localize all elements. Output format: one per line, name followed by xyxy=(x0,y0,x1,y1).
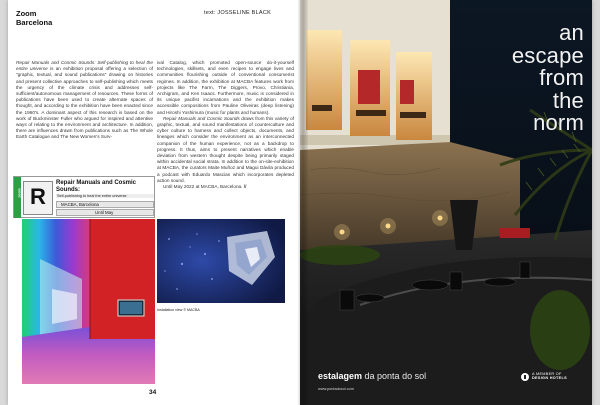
column1-paragraph xyxy=(16,60,153,141)
design-hotels-badge xyxy=(532,372,567,381)
right-page-ad xyxy=(300,0,592,405)
section-title-line2: Barcelona xyxy=(16,18,53,27)
installation-photo xyxy=(157,219,285,303)
card-letter-tile: R xyxy=(23,181,53,215)
headline-line: norm xyxy=(533,110,584,135)
card-venue: MACBA, Barcelona xyxy=(56,201,154,208)
article-column-1 xyxy=(16,60,153,141)
partner-line2: DESIGN HOTELS xyxy=(532,376,567,381)
section-title xyxy=(16,9,52,27)
end-mark: // xyxy=(243,184,247,190)
card-date: Until May xyxy=(56,209,154,216)
design-hotels-logo-icon xyxy=(521,373,529,381)
card-subtitle: Self-publishing to heal the entire universe xyxy=(56,194,154,198)
hotel-brand xyxy=(318,371,426,381)
left-page xyxy=(8,0,300,405)
section-title-line1: Zoom xyxy=(16,9,37,18)
installation-illustration xyxy=(157,219,285,303)
closing-text: Until May 2022 at MACBA, Barcelona. xyxy=(163,184,243,190)
strip-label: zoom xyxy=(17,188,22,198)
gallery-illustration xyxy=(22,219,155,384)
gallery-photo xyxy=(22,219,155,384)
exhibition-title-em-2: Repair Manuals and Cosmic Sounds xyxy=(163,115,240,121)
installation-caption: Installation view © MACBA xyxy=(157,308,200,312)
closing-line xyxy=(157,184,294,190)
column2-paragraph1: ival Catalog, which promoted open-source do-it-yourself technologies, skillsets, and even recipes to engage lives and communities flourishing outside of conventional consumerist regimes. In addition, the exhibition at MACBA features work from projects like The Farm, The Diggers, Provo, Christiania, Archigram, and Ken Isaacs. Furthermore, music is considered in its unique pacifist incarnations and the exhibition makes accessible compositions from Pauline Oliveiras (deep listening) and Hiroshi Yoshimura (music for plants and humans). xyxy=(157,60,294,115)
page-gutter xyxy=(298,0,308,405)
column2-text: draws from this variety of graphic, textual, and sound manifestations of counterculture and cyber culture to harness and collect objects, documents, and lineages which consider the environment as an interconnected companion of the human experience, not as a backdrop to progress. It thus, aims to present narratives which enable deviation from western thought despite being primarily staged within accidental social strata. In addition to the on-site-exhibition at MACBA, the curators Maite Muñoz and Magui Dávila produced a podcast with Eduardo Mascias which incorporates depleted action sound. xyxy=(157,115,294,183)
column1-text: is an exhibition proposal offering a selection of "graphic, textual, and sound publications" drawing on histories and present collective approaches to self-publishing which meets the urgency of the climate crisis and addresses self-sufficient/autonomous management of resources. These forms of publications have been used to create alternate spaces of thought, and according to the exhibition have been enacted since the 1960's. A dominant aspect of this research is based on the work of Buckminster Fuller who argued for inspired and attentive ways of relating to the environment and architecture. In addition, there are influences drawn from publications such as The Whole Earth Catalogue and The New Women's Surv- xyxy=(16,66,153,140)
headline-line: the xyxy=(552,87,584,113)
card-green-strip xyxy=(14,177,21,218)
headline-line: an xyxy=(559,20,584,45)
hotel-url[interactable]: www.pontadosol.com xyxy=(318,387,354,391)
exhibition-title-em: Repair Manuals and Cosmic Sounds: Self-publishing to heal the entire universe xyxy=(16,60,153,72)
ad-headline xyxy=(474,22,584,135)
brand-rest: da ponta do sol xyxy=(362,371,427,381)
magazine-spread xyxy=(8,0,592,405)
brand-bold: estalagem xyxy=(318,371,363,381)
card-title: Repair Manuals and Cosmic Sounds: xyxy=(56,180,137,193)
partner-line1: A MEMBER OF xyxy=(532,372,562,376)
headline-line: from xyxy=(539,65,584,90)
page-number: 34 xyxy=(149,389,157,396)
zoom-info-card xyxy=(13,176,155,218)
column2-paragraph2 xyxy=(157,116,294,184)
headline-line: escape xyxy=(511,42,584,68)
author-credit: text: JOSSELINE BLACK xyxy=(204,10,271,16)
article-column-2 xyxy=(157,60,294,190)
